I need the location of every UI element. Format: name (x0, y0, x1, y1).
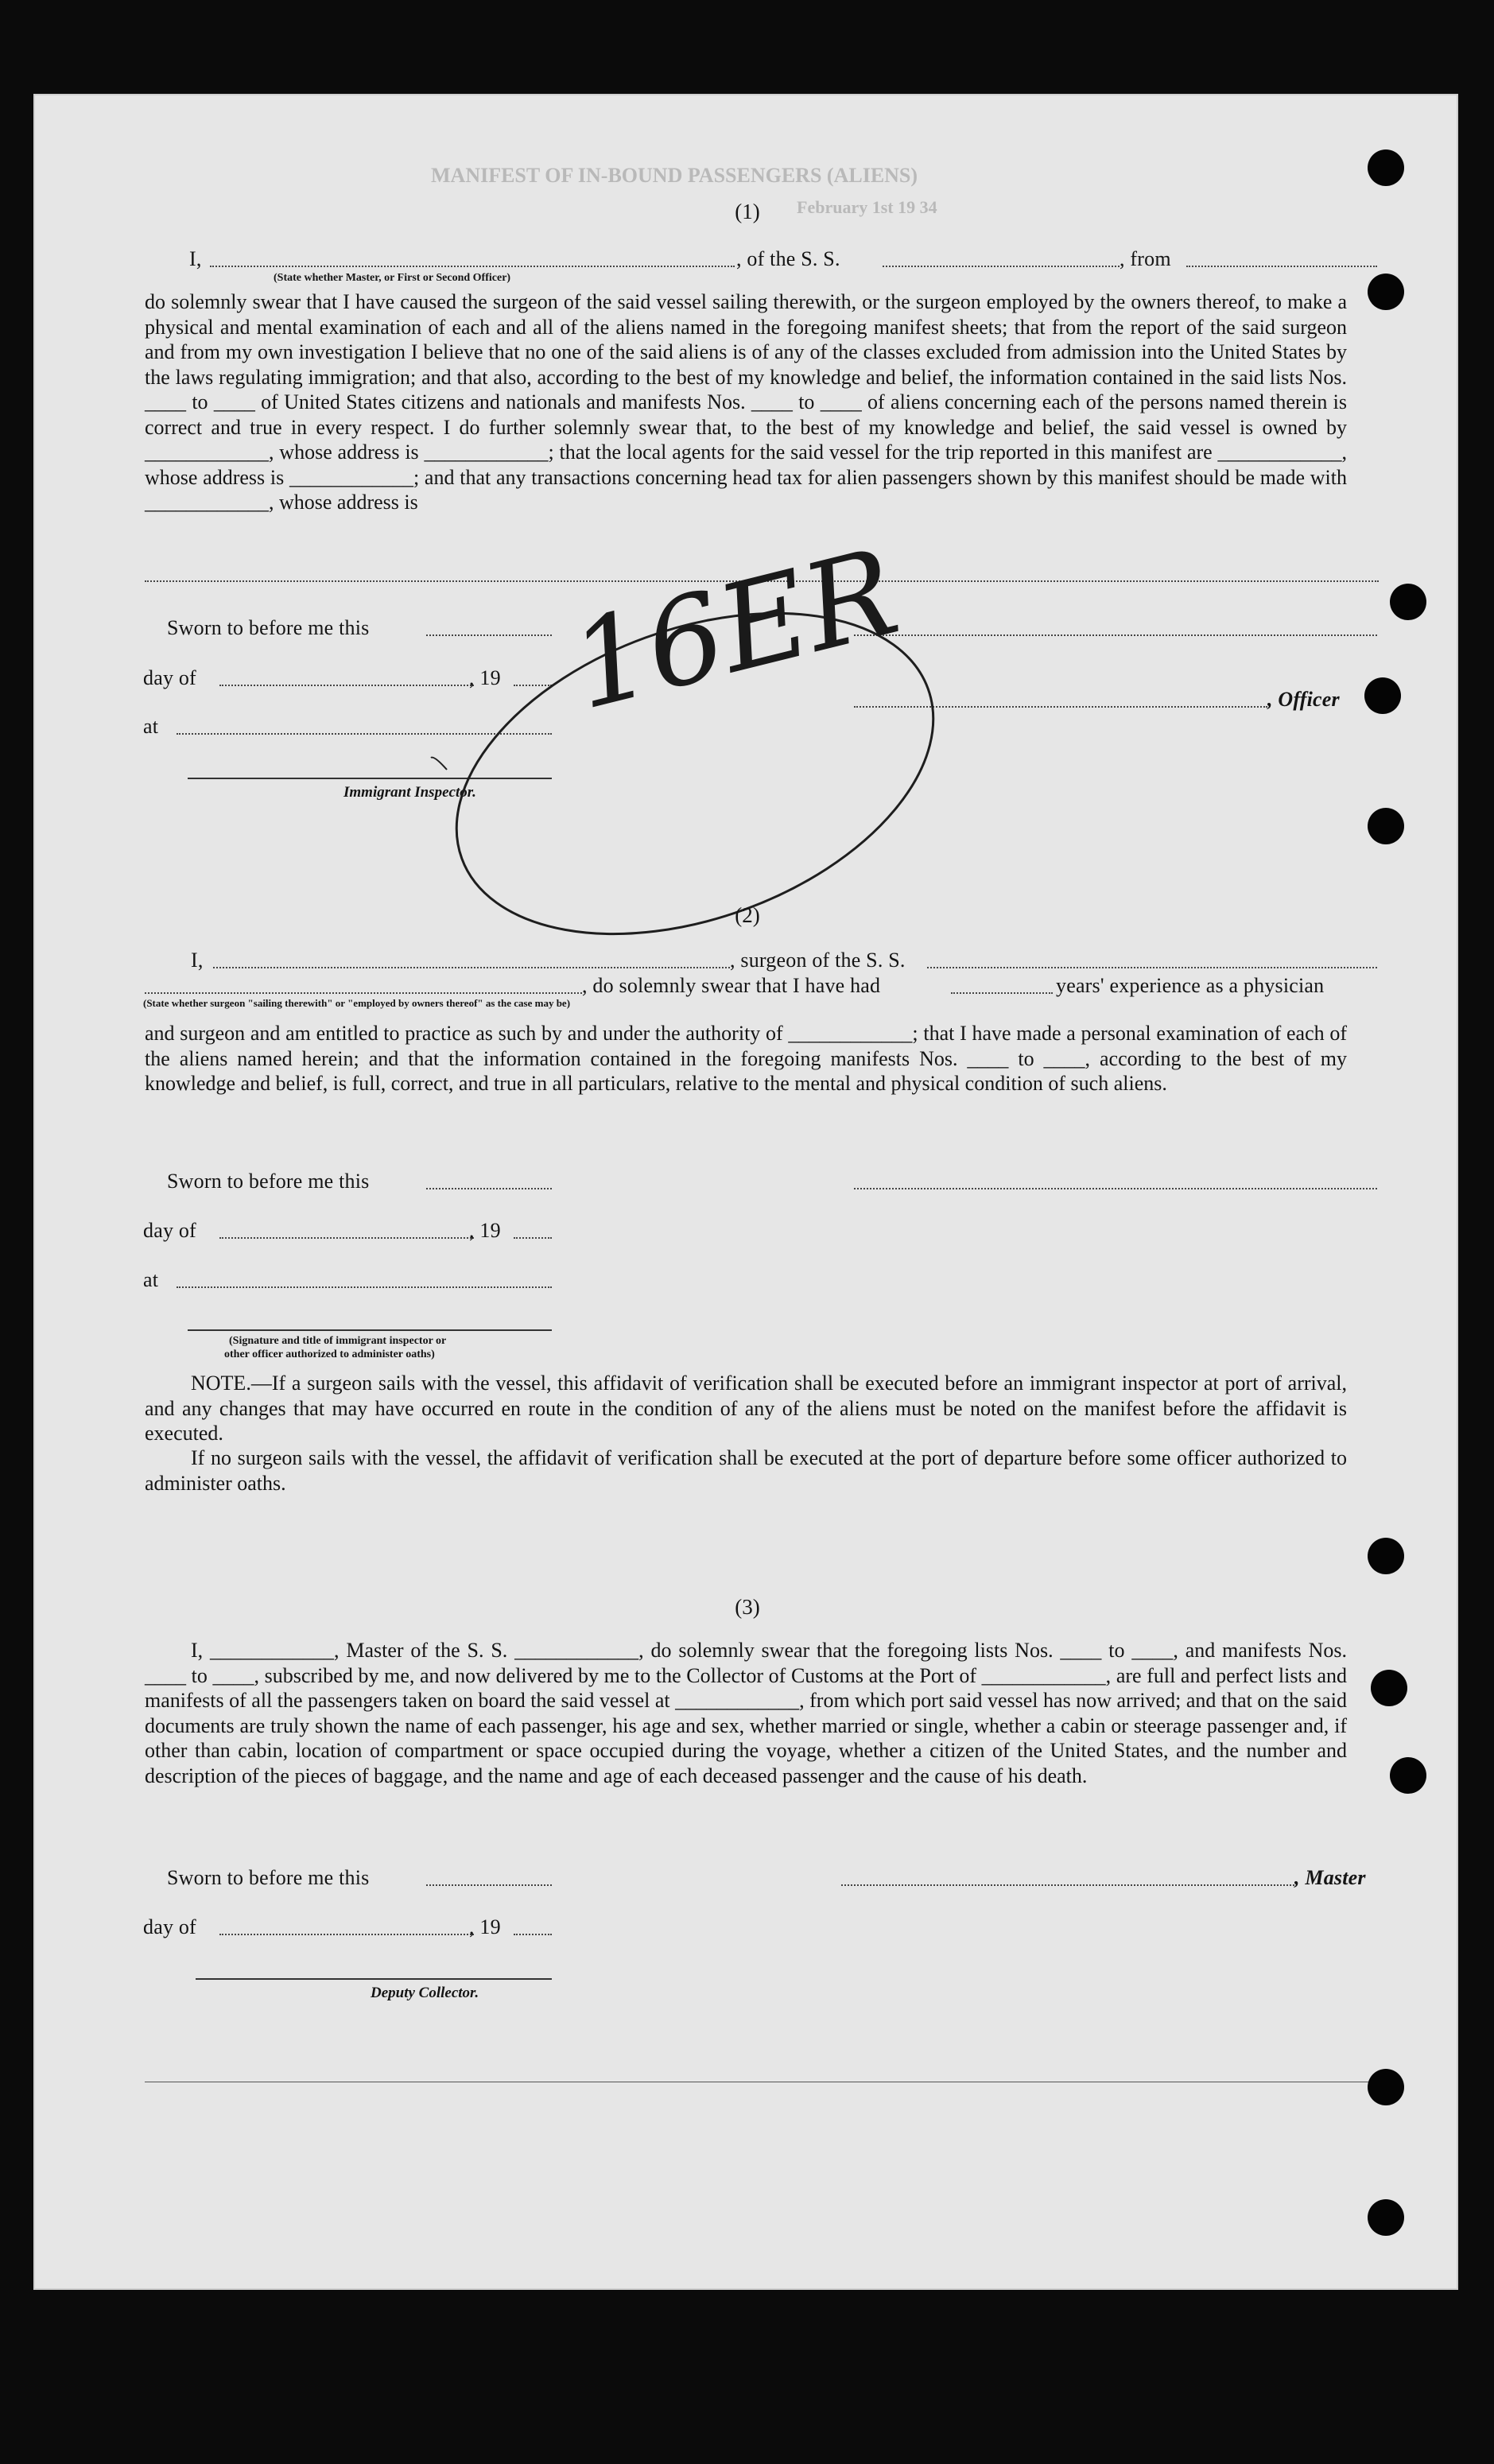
s2-note-2-text: If no surgeon sails with the vessel, the affidavit of verification shall be executed at the port of departure before some officer authorized to administer oaths. (145, 1446, 1347, 1495)
s2-sworn-date-field[interactable] (426, 1188, 552, 1189)
bleed-through-date: February 1st 19 34 (797, 197, 937, 217)
s1-i-label: I, (189, 247, 202, 270)
s3-year-field[interactable] (514, 1934, 552, 1935)
s1-officer-label: , Officer (1267, 688, 1340, 711)
section-3-number: (3) (735, 1595, 760, 1619)
punch-hole (1368, 2199, 1404, 2236)
s2-year-field[interactable] (514, 1237, 552, 1239)
punch-hole (1368, 808, 1404, 844)
bleed-through-header: MANIFEST OF IN-BOUND PASSENGERS (ALIENS) (431, 164, 918, 187)
s2-swear-label: , do solemnly swear that I have had (582, 974, 881, 997)
handwritten-text: 16ER (558, 523, 911, 737)
s2-signature-caption-2: other officer authorized to administer oaths) (224, 1348, 435, 1360)
punch-hole (1364, 677, 1401, 714)
s2-surgeon-name-field[interactable] (213, 967, 730, 968)
s2-surgeon-type-field[interactable] (145, 992, 582, 994)
manifest-page (33, 94, 1458, 2290)
s2-day-of-label: day of (143, 1219, 196, 1242)
s2-i-label: I, (191, 949, 204, 972)
s2-note-label: NOTE. (191, 1372, 251, 1395)
s1-officer-caption: (State whether Master, or First or Second Officer) (274, 272, 511, 284)
s2-note-1-text: —If a surgeon sails with the vessel, this affidavit of verification shall be executed before an immigrant inspector at port of arrival, and any changes that may have occurred en route in the condition of any of the aliens must be noted on the manifest before the affidavit is executed. (145, 1372, 1347, 1445)
s2-day-field[interactable] (219, 1237, 474, 1239)
s2-years-field[interactable] (951, 992, 1053, 994)
s1-officer-name-field[interactable] (210, 266, 735, 267)
s3-collector-caption: Deputy Collector. (371, 1985, 479, 2001)
s1-sworn-label: Sworn to before me this (167, 616, 370, 639)
punch-hole (1390, 1757, 1426, 1794)
punch-hole (1390, 584, 1426, 620)
s2-at-field[interactable] (177, 1286, 552, 1288)
s1-day-of-label: day of (143, 666, 196, 689)
s1-ship-name-field[interactable] (883, 266, 1120, 267)
s1-from-label: , from (1120, 247, 1171, 270)
s1-inspector-caption: Immigrant Inspector. (343, 784, 476, 801)
s2-note-2 (145, 1445, 1347, 1496)
punch-hole (1368, 1538, 1404, 1574)
s2-years-label: years' experience as a physician (1056, 974, 1325, 997)
s3-day-field[interactable] (219, 1934, 474, 1935)
s1-year-label: , 19 (469, 666, 501, 689)
s2-oath-paragraph: and surgeon and am entitled to practice as such by and under the authority of ____________; that I have made a personal examination of each of the aliens named herein; and that the information contained in the foregoing manifests Nos. ____ to ____, according to the best of my knowledge and belief, is full, correct, and true in all particulars, relative to the mental and physical condition of such aliens. (145, 1022, 1347, 1095)
punch-hole (1368, 149, 1404, 186)
s3-collector-signature-line[interactable] (196, 1978, 552, 1980)
s1-of-ss-label: , of the S. S. (736, 247, 840, 270)
s1-from-port-field[interactable] (1186, 266, 1377, 267)
s2-inspector-signature-line[interactable] (188, 1329, 552, 1331)
s2-note-1 (145, 1371, 1347, 1446)
punch-hole (1368, 2069, 1404, 2105)
s2-surgeon-label: , surgeon of the S. S. (730, 949, 906, 972)
s3-day-of-label: day of (143, 1915, 196, 1938)
s2-at-label: at (143, 1268, 159, 1291)
s2-signature-caption-1: (Signature and title of immigrant inspector or (229, 1335, 447, 1347)
s1-at-label: at (143, 715, 159, 738)
s3-sworn-label: Sworn to before me this (167, 1866, 370, 1889)
punch-hole (1368, 274, 1404, 310)
s2-surgeon-signature-field[interactable] (854, 1188, 1377, 1189)
punch-hole (1371, 1670, 1407, 1706)
s2-ship-name-field[interactable] (927, 967, 1377, 968)
section-1-number: (1) (735, 200, 760, 223)
s2-sworn-label: Sworn to before me this (167, 1170, 370, 1193)
s3-master-label: , Master (1294, 1866, 1366, 1889)
s3-sworn-date-field[interactable] (426, 1884, 552, 1886)
s3-year-label: , 19 (469, 1915, 501, 1938)
s2-surgeon-caption: (State whether surgeon "sailing therewith" or "employed by owners thereof" as the case may be) (143, 997, 571, 1009)
s2-year-label: , 19 (469, 1219, 501, 1242)
s3-master-signature-field[interactable] (841, 1884, 1294, 1886)
section-2-number: (2) (735, 903, 760, 927)
s1-oath-paragraph: do solemnly swear that I have caused the surgeon of the said vessel sailing therewith, or the surgeon employed by the owners thereof, to make a physical and mental examination of each and all of the aliens named in the foregoing manifest sheets; that from the report of the said surgeon and from my own investigation I believe that no one of the said aliens is of any of the classes excluded from admission into the United States by the laws regulating immigration; and that also, according to the best of my knowledge and belief, the information contained in the said lists Nos. ____ to ____ of United States citizens and nationals and manifests Nos. ____ to ____ of aliens concerning each of the persons named therein is correct and true in every respect. I do further solemnly swear that, to the best of my knowledge and belief, the said vessel is owned by ____________, whose address is ____________; that the local agents for the said vessel for the trip reported in this manifest are ____________, whose address is ____________; and that any transactions concerning head tax for alien passengers shown by this manifest should be made with ____________, whose address is (145, 290, 1347, 514)
s3-oath-paragraph: I, ____________, Master of the S. S. ____________, do solemnly swear that the foregoing lists Nos. ____ to ____, and manifests Nos. ____ to ____, subscribed by me, and now delivered by me to the Collector of Customs at the Port of ____________, are full and perfect lists and manifests of all the passengers taken on board the said vessel at ____________, from which port said vessel has now arrived; and that on the said documents are truly shown the name of each passenger, his age and sex, whether married or single, whether a cabin or steerage passenger and, if other than cabin, location of compartment or space occupied during the voyage, whether a citizen of the United States, and the number and description of the pieces of baggage, and the name and age of each deceased passenger and the cause of his death. (145, 1639, 1347, 1787)
